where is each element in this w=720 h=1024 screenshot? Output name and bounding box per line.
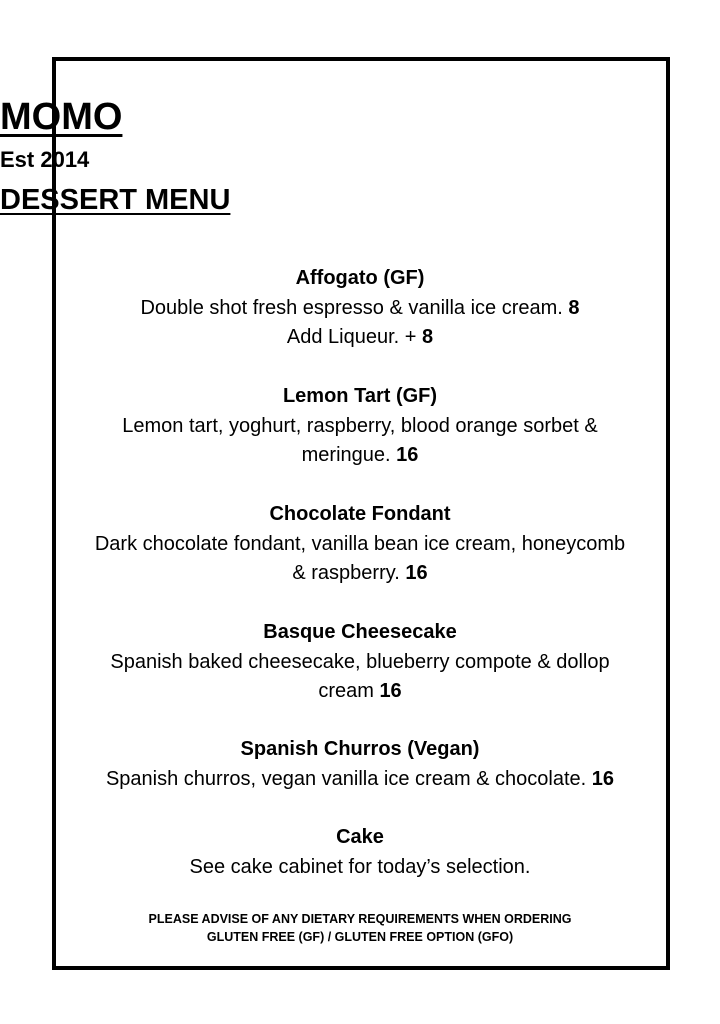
established-year: Est 2014 bbox=[0, 147, 90, 172]
item-addon: Add Liqueur. + 8 bbox=[286, 326, 434, 348]
item-price: 16 bbox=[591, 767, 615, 790]
item-description-cont: & raspberry. 16 bbox=[292, 562, 428, 584]
item-description: Spanish churros, vegan vanilla ice cream & chocolate. 16 bbox=[105, 767, 615, 790]
dietary-notice-line: PLEASE ADVISE OF ANY DIETARY REQUIREMENTS WHEN ORDERING bbox=[148, 912, 572, 926]
item-description: Spanish baked cheesecake, blueberry compote & dollop bbox=[110, 650, 610, 673]
item-price: 16 bbox=[379, 680, 402, 702]
item-description-cont: meringue. 16 bbox=[301, 444, 419, 466]
item-description: Dark chocolate fondant, vanilla bean ice cream, honeycomb bbox=[94, 532, 626, 555]
item-name: Basque Cheesecake bbox=[263, 621, 457, 643]
gluten-free-legend: GLUTEN FREE (GF) / GLUTEN FREE OPTION (GFO) bbox=[206, 930, 514, 944]
item-description: Lemon tart, yoghurt, raspberry, blood orange sorbet & bbox=[122, 414, 598, 437]
item-name: Affogato (GF) bbox=[295, 267, 425, 289]
item-description-cont: cream 16 bbox=[318, 680, 402, 702]
item-price: 16 bbox=[396, 444, 419, 466]
menu-title: DESSERT MENU bbox=[0, 184, 231, 216]
item-description: Double shot fresh espresso & vanilla ice cream. 8 bbox=[140, 296, 580, 319]
menu-item-basque-cheesecake bbox=[56, 618, 664, 707]
item-name: Cake bbox=[336, 826, 384, 848]
item-name: Spanish Churros (Vegan) bbox=[240, 738, 480, 760]
menu-item-chocolate-fondant bbox=[56, 500, 664, 589]
menu-item-cake bbox=[56, 823, 664, 882]
restaurant-name: MOMO bbox=[0, 96, 123, 138]
menu-item-spanish-churros bbox=[56, 735, 664, 794]
addon-price: 8 bbox=[421, 326, 434, 348]
dietary-notice bbox=[56, 910, 664, 946]
item-description: See cake cabinet for today’s selection. bbox=[189, 855, 531, 878]
item-price: 8 bbox=[568, 296, 580, 319]
menu-item-affogato bbox=[56, 264, 664, 353]
item-name: Lemon Tart (GF) bbox=[282, 385, 438, 407]
menu-item-lemon-tart bbox=[56, 382, 664, 471]
item-name: Chocolate Fondant bbox=[269, 503, 451, 525]
item-price: 16 bbox=[405, 562, 428, 584]
